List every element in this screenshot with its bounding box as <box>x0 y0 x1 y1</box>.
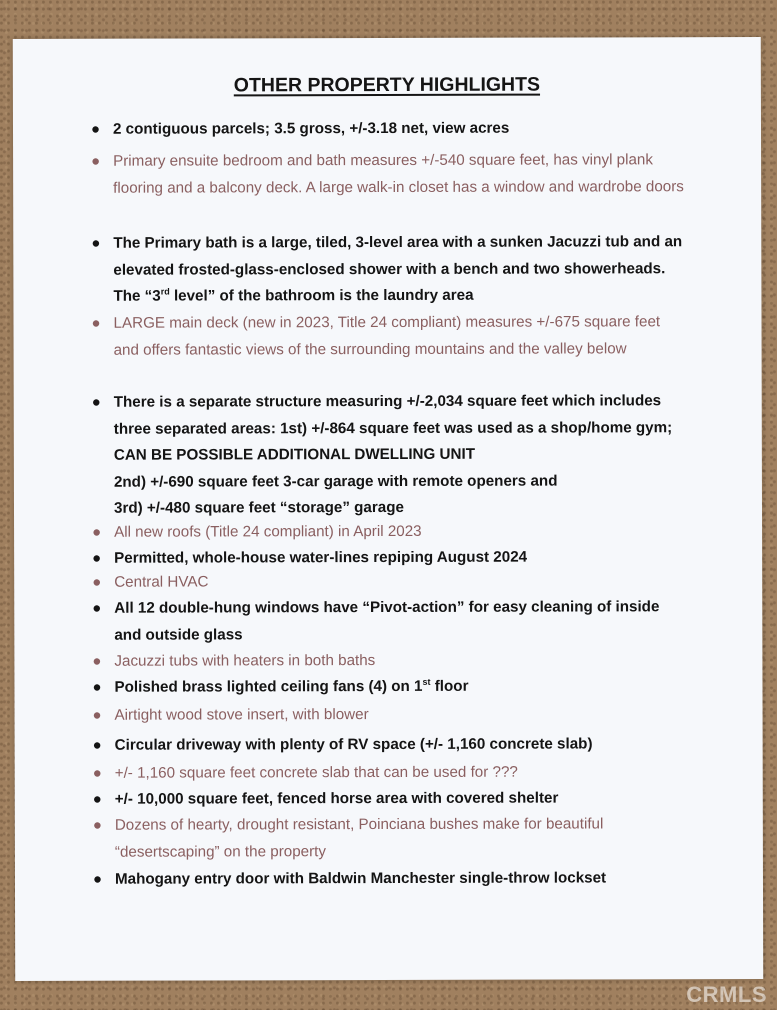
list-item: ● Airtight wood stove insert, with blower <box>115 701 690 729</box>
list-item: ● All new roofs (Title 24 compliant) in April 2023 <box>114 518 689 546</box>
bullet-icon: ● <box>91 234 101 252</box>
bullet-icon: ● <box>90 120 101 138</box>
list-item: ● 2 contiguous parcels; 3.5 gross, +/-3.18 net, view acres <box>113 115 688 143</box>
list-item: ● LARGE main deck (new in 2023, Title 24 compliant) measures +/-675 square feet and offers fantastic views of the surrounding mountains and the valley below <box>113 309 688 364</box>
bullet-icon: ● <box>91 152 101 170</box>
bullet-icon: ● <box>92 523 102 541</box>
bullet-icon: ● <box>92 573 102 591</box>
bullet-icon: ● <box>91 314 101 332</box>
list-item: ● Central HVAC <box>114 568 689 596</box>
list-item: ● Circular driveway with plenty of RV space (+/- 1,160 concrete slab) <box>115 731 690 759</box>
list-item: ● Permitted, whole-house water-lines repiping August 2024 <box>114 544 689 572</box>
bullet-icon: ● <box>92 790 102 808</box>
bullet-icon: ● <box>92 678 102 696</box>
list-item: ● Jacuzzi tubs with heaters in both baths <box>114 647 689 675</box>
watermark: CRMLS <box>686 982 767 1007</box>
bullet-icon: ● <box>92 549 102 567</box>
bullet-icon: ● <box>92 764 102 782</box>
document-page <box>13 37 763 981</box>
list-item: ● +/- 1,160 square feet concrete slab that can be used for ??? <box>115 759 690 787</box>
bullet-icon: ● <box>92 706 102 724</box>
list-item: ● Polished brass lighted ceiling fans (4) on 1st floor <box>114 673 689 701</box>
list-item: ● Primary ensuite bedroom and bath measures +/-540 square feet, has vinyl plank flooring and a balcony deck. A large walk-in closet has a window and wardrobe doors <box>113 147 688 202</box>
list-item: ● There is a separate structure measuring +/-2,034 square feet which includes three separated areas: 1st) +/-864 square feet was used as a shop/home gym; CAN BE POSSIBLE ADDITIONAL DWELLING UNIT 2nd) +/-690 square feet 3-car garage with remote openers and 3rd) +/-480 square feet “storage” garage <box>114 388 689 522</box>
bullet-icon: ● <box>92 652 102 670</box>
list-item: ● Dozens of hearty, drought resistant, Poinciana bushes make for beautiful “desertscaping” on the property <box>115 811 690 866</box>
bullet-icon: ● <box>91 393 101 411</box>
bullet-icon: ● <box>92 599 102 617</box>
list-item: ● All 12 double-hung windows have “Pivot-action” for easy cleaning of inside and outside glass <box>114 594 689 649</box>
bullet-icon: ● <box>92 736 102 754</box>
list-item: ● The Primary bath is a large, tiled, 3-level area with a sunken Jacuzzi tub and an elevated frosted-glass-enclosed shower with a bench and two showerheads. The “3rd level” of the bathroom is the laundry area <box>113 229 688 310</box>
list-item: ● +/- 10,000 square feet, fenced horse area with covered shelter <box>115 785 690 813</box>
page-title: OTHER PROPERTY HIGHLIGHTS <box>233 73 541 97</box>
list-item: ● Mahogany entry door with Baldwin Manchester single-throw lockset <box>115 865 690 893</box>
bullet-icon: ● <box>92 870 103 888</box>
bullet-icon: ● <box>92 816 102 834</box>
